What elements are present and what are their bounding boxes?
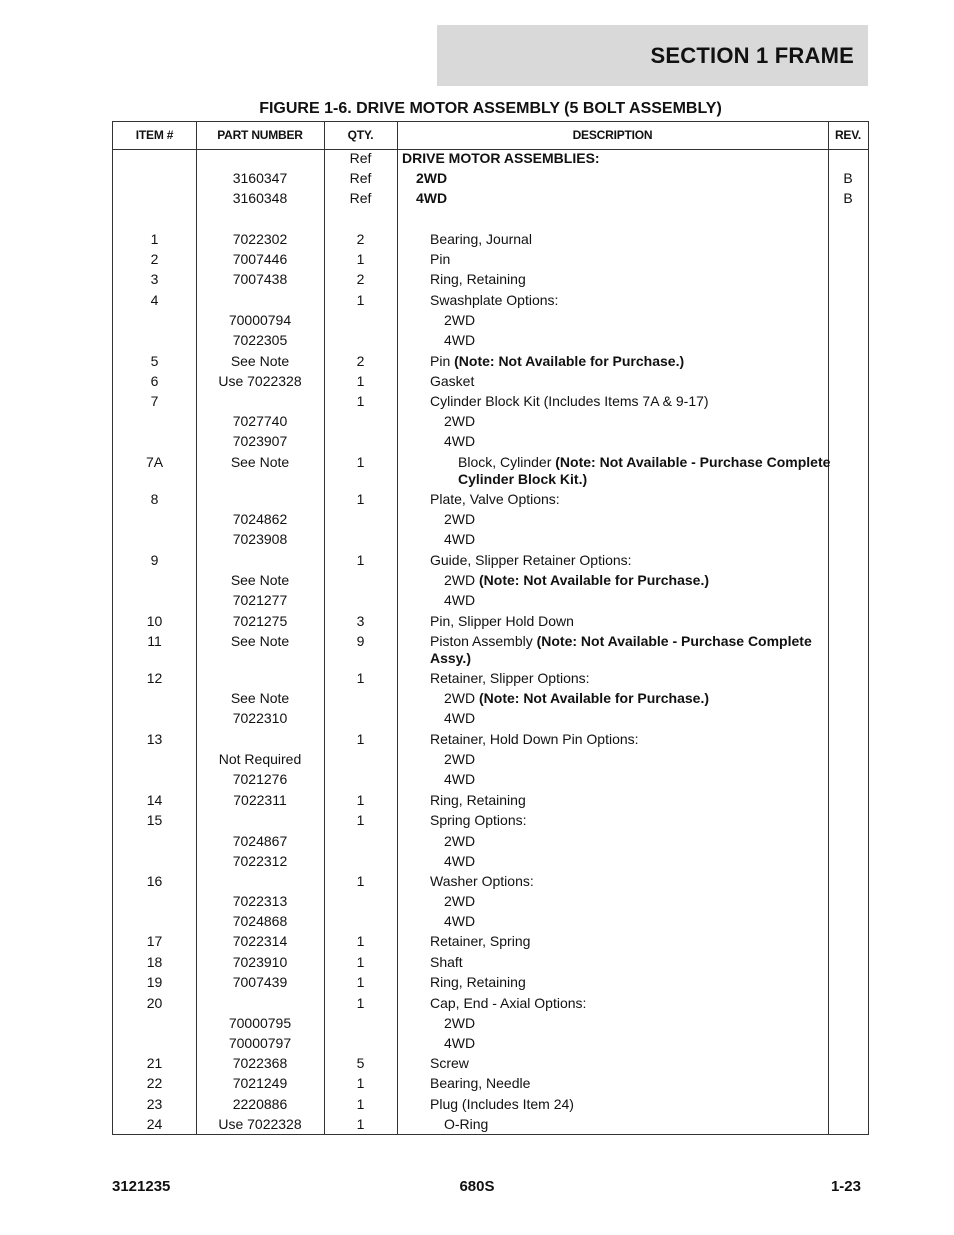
description-text: Cap, End - Axial Options: xyxy=(430,995,587,1011)
description xyxy=(430,954,835,971)
description xyxy=(444,433,835,450)
description-note: (Note: Not Available - Purchase Complete Cylinder Block Kit.) xyxy=(458,454,831,487)
item-number: 1 xyxy=(150,231,159,247)
description-text: 2WD xyxy=(444,751,476,767)
quantity: 1 xyxy=(356,974,365,990)
item-number: 17 xyxy=(146,933,163,949)
quantity: 1 xyxy=(356,251,365,267)
part-number: See Note xyxy=(230,690,290,706)
part-number: Use 7022328 xyxy=(218,373,302,389)
description xyxy=(430,491,835,508)
quantity: 2 xyxy=(356,353,365,369)
part-number: 7007446 xyxy=(232,251,288,267)
description xyxy=(430,1055,835,1072)
quantity: 1 xyxy=(356,373,365,389)
description xyxy=(430,552,835,569)
part-number: 7021275 xyxy=(232,613,288,629)
description xyxy=(444,1035,835,1052)
description-text: 4WD xyxy=(444,853,476,869)
description-text: Pin xyxy=(430,353,455,369)
description xyxy=(444,1116,835,1133)
description-note: (Note: Not Available - Purchase Complete Assy.) xyxy=(430,633,812,666)
quantity: 1 xyxy=(356,954,365,970)
description xyxy=(430,373,835,390)
description xyxy=(416,190,835,207)
quantity: 2 xyxy=(356,271,365,287)
part-number: 7024868 xyxy=(232,913,288,929)
item-number: 11 xyxy=(147,633,162,649)
part-number: 7021277 xyxy=(232,592,288,608)
quantity: 1 xyxy=(356,393,365,409)
column-divider xyxy=(397,122,398,1134)
part-number: See Note xyxy=(230,454,290,470)
item-number: 21 xyxy=(146,1055,163,1071)
item-number: 7 xyxy=(150,393,159,409)
column-header-rev: REV. xyxy=(834,128,862,142)
description xyxy=(430,731,835,748)
description-text: 4WD xyxy=(444,710,476,726)
part-number: 7022368 xyxy=(232,1055,288,1071)
item-number: 19 xyxy=(146,974,163,990)
quantity: Ref xyxy=(349,150,372,166)
description-text: 2WD xyxy=(444,511,476,527)
description-text: Retainer, Hold Down Pin Options: xyxy=(430,731,639,747)
part-number: Use 7022328 xyxy=(218,1116,302,1132)
description xyxy=(458,454,835,488)
description xyxy=(444,913,835,930)
part-number: 7022311 xyxy=(233,792,287,808)
quantity: 1 xyxy=(356,1075,365,1091)
quantity: 2 xyxy=(356,231,365,247)
part-number: 7021249 xyxy=(232,1075,288,1091)
description-text: 2WD xyxy=(444,413,476,429)
item-number: 15 xyxy=(146,812,163,828)
part-number: 7024867 xyxy=(232,833,288,849)
description-note: 2WD xyxy=(416,170,448,186)
column-header-description: DESCRIPTION xyxy=(572,128,653,142)
item-number: 3 xyxy=(150,271,159,287)
quantity: 1 xyxy=(356,792,365,808)
description xyxy=(430,633,835,667)
description xyxy=(430,292,835,309)
description xyxy=(430,251,835,268)
description xyxy=(430,613,835,630)
description-text: Washer Options: xyxy=(430,873,534,889)
quantity: 1 xyxy=(356,933,365,949)
item-number: 22 xyxy=(146,1075,163,1091)
description-text: 2WD xyxy=(444,1015,476,1031)
description xyxy=(444,751,835,768)
part-number: See Note xyxy=(230,353,290,369)
description xyxy=(444,893,835,910)
description-text: Bearing, Journal xyxy=(430,231,532,247)
description-text: 4WD xyxy=(444,913,476,929)
quantity: 1 xyxy=(356,292,365,308)
description-text: Plug (Includes Item 24) xyxy=(430,1096,574,1112)
description-note: (Note: Not Available for Purchase.) xyxy=(479,572,710,588)
item-number: 7A xyxy=(145,454,164,470)
part-number: 7007439 xyxy=(232,974,288,990)
part-number: 7022310 xyxy=(232,710,288,726)
quantity: Ref xyxy=(349,190,372,206)
description xyxy=(444,413,835,430)
column-header-qty: QTY. xyxy=(347,128,374,142)
quantity: Ref xyxy=(349,170,372,186)
description-text: Swashplate Options: xyxy=(430,292,559,308)
revision: B xyxy=(843,190,853,206)
figure-title: FIGURE 1-6. DRIVE MOTOR ASSEMBLY (5 BOLT ASSEMBLY) xyxy=(259,100,722,117)
description xyxy=(430,974,835,991)
description xyxy=(402,150,835,167)
description-text: 2WD xyxy=(444,312,476,328)
quantity: 5 xyxy=(356,1055,365,1071)
item-number: 14 xyxy=(146,792,163,808)
part-number: 70000795 xyxy=(228,1015,292,1031)
description-text: 2WD xyxy=(444,690,479,706)
description-text: Cylinder Block Kit (Includes Items 7A & 9-17) xyxy=(430,393,709,409)
quantity: 1 xyxy=(356,670,365,686)
part-number: 7021276 xyxy=(232,771,288,787)
description-text: 4WD xyxy=(444,592,476,608)
description-note: 4WD xyxy=(416,190,448,206)
item-number: 9 xyxy=(150,552,159,568)
description xyxy=(430,670,835,687)
part-number: 7022305 xyxy=(232,332,288,348)
item-number: 23 xyxy=(146,1096,163,1112)
description-text: Ring, Retaining xyxy=(430,792,526,808)
part-number: 7027740 xyxy=(232,413,288,429)
description-text: Retainer, Spring xyxy=(430,933,531,949)
column-header-part-number: PART NUMBER xyxy=(217,128,303,142)
description xyxy=(444,690,835,707)
description-text: Piston Assembly xyxy=(430,633,537,649)
part-number: 7023908 xyxy=(232,531,288,547)
quantity: 1 xyxy=(356,731,365,747)
part-number: 7023910 xyxy=(232,954,288,970)
description xyxy=(444,771,835,788)
description-text: Bearing, Needle xyxy=(430,1075,531,1091)
column-header-item: ITEM # xyxy=(135,128,174,142)
part-number: 7022302 xyxy=(232,231,288,247)
part-number: 3160347 xyxy=(232,170,288,186)
description xyxy=(444,332,835,349)
description-text: Ring, Retaining xyxy=(430,974,526,990)
description xyxy=(444,511,835,528)
description-text: Gasket xyxy=(430,373,475,389)
description-text: Retainer, Slipper Options: xyxy=(430,670,590,686)
part-number: 7024862 xyxy=(232,511,288,527)
quantity: 1 xyxy=(356,1116,365,1132)
item-number: 8 xyxy=(150,491,159,507)
description xyxy=(430,1075,835,1092)
description xyxy=(430,792,835,809)
footer-doc-number: 3121235 xyxy=(112,1178,171,1195)
description-note: (Note: Not Available for Purchase.) xyxy=(454,353,685,369)
item-number: 6 xyxy=(150,373,159,389)
item-number: 18 xyxy=(146,954,163,970)
description xyxy=(430,353,835,370)
description xyxy=(444,572,835,589)
description xyxy=(430,1096,835,1113)
description xyxy=(416,170,835,187)
part-number: 7022312 xyxy=(232,853,288,869)
parts-table xyxy=(112,121,869,1135)
description-text: 4WD xyxy=(444,1035,476,1051)
description-text: 2WD xyxy=(444,893,476,909)
description xyxy=(444,833,835,850)
item-number: 13 xyxy=(146,731,163,747)
description-text: Plate, Valve Options: xyxy=(430,491,560,507)
item-number: 2 xyxy=(150,251,159,267)
description-text: Pin, Slipper Hold Down xyxy=(430,613,574,629)
part-number: See Note xyxy=(230,633,290,649)
description xyxy=(430,933,835,950)
description-text: 4WD xyxy=(444,771,476,787)
quantity: 9 xyxy=(356,633,365,649)
description xyxy=(444,592,835,609)
quantity: 1 xyxy=(356,1096,365,1112)
section-header-box xyxy=(437,25,868,86)
description-text: Shaft xyxy=(430,954,463,970)
quantity: 1 xyxy=(356,995,365,1011)
description xyxy=(444,312,835,329)
footer-model: 680S xyxy=(459,1178,495,1195)
part-number: 2220886 xyxy=(232,1096,288,1112)
part-number: 7023907 xyxy=(232,433,288,449)
description-text: 4WD xyxy=(444,531,476,547)
part-number: 70000797 xyxy=(228,1035,292,1051)
item-number: 24 xyxy=(146,1116,163,1132)
item-number: 10 xyxy=(146,613,163,629)
description-text: Pin xyxy=(430,251,451,267)
description-note: (Note: Not Available for Purchase.) xyxy=(479,690,710,706)
quantity: 1 xyxy=(356,873,365,889)
item-number: 16 xyxy=(146,873,163,889)
description-text: Screw xyxy=(430,1055,469,1071)
description xyxy=(444,710,835,727)
part-number: Not Required xyxy=(218,751,302,767)
description-note: DRIVE MOTOR ASSEMBLIES: xyxy=(402,150,600,166)
section-title: SECTION 1 FRAME xyxy=(650,42,854,68)
description xyxy=(444,853,835,870)
description-text: 4WD xyxy=(444,332,476,348)
part-number: 7022313 xyxy=(232,893,288,909)
part-number: 7007438 xyxy=(232,271,288,287)
description-text: Guide, Slipper Retainer Options: xyxy=(430,552,632,568)
item-number: 12 xyxy=(146,670,163,686)
item-number: 5 xyxy=(150,353,159,369)
description-text: Spring Options: xyxy=(430,812,527,828)
item-number: 20 xyxy=(146,995,163,1011)
footer-page-number: 1-23 xyxy=(830,1178,861,1195)
part-number: 3160348 xyxy=(232,190,288,206)
description xyxy=(430,873,835,890)
description xyxy=(430,231,835,248)
description-text: Ring, Retaining xyxy=(430,271,526,287)
part-number: 7022314 xyxy=(232,933,288,949)
description xyxy=(430,995,835,1012)
description xyxy=(430,271,835,288)
quantity: 1 xyxy=(356,552,365,568)
quantity: 3 xyxy=(356,613,365,629)
description xyxy=(444,1015,835,1032)
description xyxy=(444,531,835,548)
description xyxy=(430,812,835,829)
description-text: 4WD xyxy=(444,433,476,449)
part-number: 70000794 xyxy=(228,312,292,328)
quantity: 1 xyxy=(356,491,365,507)
quantity: 1 xyxy=(356,812,365,828)
quantity: 1 xyxy=(356,454,365,470)
revision: B xyxy=(843,170,853,186)
description-text: O-Ring xyxy=(444,1116,489,1132)
part-number: See Note xyxy=(230,572,290,588)
description-text: 2WD xyxy=(444,572,479,588)
item-number: 4 xyxy=(150,292,159,308)
description-text: 2WD xyxy=(444,833,476,849)
description xyxy=(430,393,835,410)
description-text: Block, Cylinder xyxy=(458,454,556,470)
